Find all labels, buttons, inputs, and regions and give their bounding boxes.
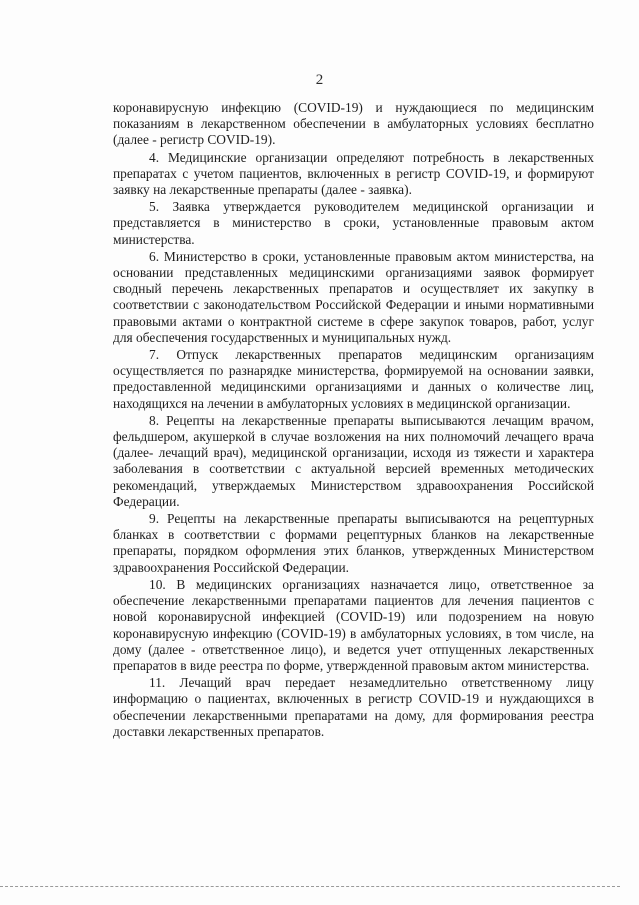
paragraph-8: 8. Рецепты на лекарственные препараты выписываются лечащим врачом, фельдшером, акушеркой в случае возложения на них полномочий лечащего врача (далее- лечащий врач), медицинской организации, исходя из тяжести и характера заболевания в соответствии с актуальной версией временных методических рекомендаций, утверждаемых Министерством здравоохранения Российской Федерации. bbox=[113, 412, 594, 509]
paragraph-6: 6. Министерство в сроки, установленные правовым актом министерства, на основании представленных медицинскими организациями заявок формирует сводный перечень лекарственных препаратов и осуществляет их закупку в соответствии с законодательством Российской Федерации и иными нормативными правовыми актами о контрактной системе в сфере закупок товаров, работ, услуг для обеспечения государственных и муниципальных нужд. bbox=[113, 248, 594, 345]
paragraph-7: 7. Отпуск лекарственных препаратов медицинским организациям осуществляется по разнарядке министерства, формируемой на основании заявки, предоставленной медицинскими организациями и данных о количестве лиц, находящихся на лечении в амбулаторных условиях в медицинской организации. bbox=[113, 347, 594, 411]
paragraph-10: 10. В медицинских организациях назначается лицо, ответственное за обеспечение лекарственными препаратами пациентов для лечения пациентов с новой коронавирусной инфекцией (COVID-19) или подозрением на новую коронавирусную инфекцию (COVID-19) в амбулаторных условиях, в том числе, на дому (далее - ответственное лицо), и ведется учет отпущенных лекарственных препаратов в виде реестра по форме, утвержденной правовым актом министерства. bbox=[113, 576, 594, 673]
document-body bbox=[113, 100, 594, 741]
scan-edge-divider bbox=[0, 886, 620, 887]
page-number: 2 bbox=[315, 72, 324, 88]
paragraph-11: 11. Лечащий врач передает незамедлительно ответственному лицу информацию о пациентах, включенных в регистр COVID-19 и нуждающихся в обеспечении лекарственными препаратами на дому, для формирования реестра доставки лекарственных препаратов. bbox=[113, 675, 594, 739]
paragraph-9: 9. Рецепты на лекарственные препараты выписываются на рецептурных бланках в соответствии с формами рецептурных бланков на лекарственные препараты, порядком оформления этих бланков, утвержденных Министерством здравоохранения Российской Федерации. bbox=[113, 511, 594, 575]
paragraph-continuation: коронавирусную инфекцию (COVID-19) и нуждающиеся по медицинским показаниям в лекарственном обеспечении в амбулаторных условиях бесплатно (далее - регистр COVID-19). bbox=[113, 100, 594, 148]
paragraph-4: 4. Медицинские организации определяют потребность в лекарственных препаратах с учетом пациентов, включенных в регистр COVID-19, и формируют заявку на лекарственные препараты (далее - заявка). bbox=[113, 149, 594, 198]
paragraph-5: 5. Заявка утверждается руководителем медицинской организации и представляется в министерство в сроки, установленные правовым актом министерства. bbox=[113, 199, 594, 247]
